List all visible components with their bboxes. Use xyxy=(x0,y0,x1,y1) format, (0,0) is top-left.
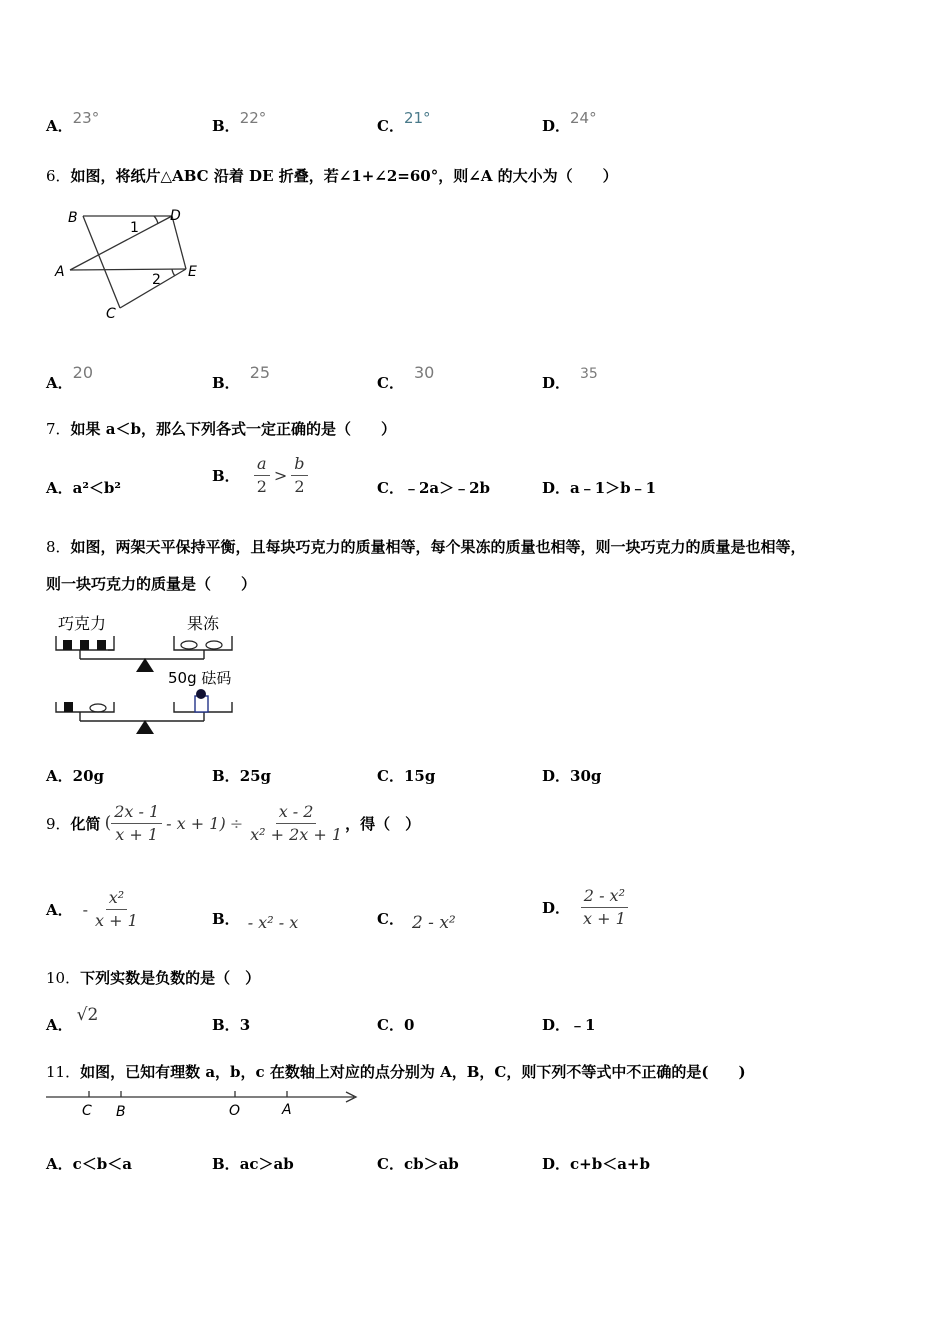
q6-label-e: E xyxy=(188,264,197,280)
q8-chocolate-1 xyxy=(63,640,72,650)
q6-label-angle-2: 2 xyxy=(152,272,161,288)
q8-jelly-2 xyxy=(206,641,222,649)
q8-jelly-3 xyxy=(90,704,106,712)
q10-option-c[interactable]: C．0 xyxy=(377,1016,415,1034)
q9-fraction-2: $\frac{x - 2}{\text{x² + 2x + 1}}$ xyxy=(250,801,343,844)
q8-fulcrum-top xyxy=(136,658,154,672)
q7-b-fraction-left: $\frac{a}{2}$ xyxy=(254,453,270,498)
q9-fraction-1: $\frac{2x - 1}{x + 1}$ xyxy=(111,801,162,846)
q6-label-angle-1: 1 xyxy=(130,220,139,236)
q6-option-d[interactable]: D． 35 xyxy=(542,366,598,392)
q10-stem: 10．下列实数是负数的是（ ） xyxy=(46,969,261,987)
q11-number-line xyxy=(44,1088,360,1122)
q11-stem: 11．如图，已知有理数 a，b，c 在数轴上对应的点分别为 A，B，C，则下列不等式中不正确的是( ) xyxy=(46,1063,746,1081)
q7-option-a[interactable]: A．a²＜b² xyxy=(46,479,121,497)
q7-option-d[interactable]: D．a﹣1＞b﹣1 xyxy=(542,479,657,497)
q7-option-c[interactable]: C．﹣2a＞﹣2b xyxy=(377,479,491,497)
q8-chocolate-3 xyxy=(97,640,106,650)
q6-option-c[interactable]: C．30 xyxy=(377,363,435,392)
q9-option-a[interactable]: A． - $\frac{\text{x²}}{x + 1}$ xyxy=(46,884,141,934)
q11-option-a[interactable]: A．c＜b＜a xyxy=(46,1155,132,1173)
q8-jelly-1 xyxy=(181,641,197,649)
q10-option-d[interactable]: D．﹣1 xyxy=(542,1016,596,1034)
q9-stem: 9． 化简 ( $\frac{2x - 1}{x + 1}$ - x + 1) ÷ $\frac{x - 2}{\text{x² + 2x + 1}}$ ，得（ ） xyxy=(46,801,421,844)
q11-option-d[interactable]: D．c+b＜a+b xyxy=(542,1155,650,1173)
q8-label-chocolate: 巧克力 xyxy=(58,614,107,633)
q8-option-a[interactable]: A．20g xyxy=(46,767,105,785)
q11-option-b[interactable]: B．ac＞ab xyxy=(212,1155,294,1173)
q9-option-b[interactable]: B． - x² - x xyxy=(212,910,299,932)
q8-stem-line2: 则一块巧克力的质量是（ ） xyxy=(46,575,257,593)
q8-figure-balance xyxy=(50,610,240,742)
q7-stem: 7．如果 a＜b，那么下列各式一定正确的是（ ） xyxy=(46,420,396,438)
q5-option-d[interactable]: D．24° xyxy=(542,109,597,135)
q6-stem: 6．如图，将纸片△ABC 沿着 DE 折叠，若∠1+∠2=60°，则∠A 的大小为（ ） xyxy=(46,167,618,185)
q9-a-fraction: $\frac{\text{x²}}{x + 1}$ xyxy=(95,887,138,930)
q6-label-a: A xyxy=(55,264,65,280)
q7-b-fraction-right: $\frac{b}{2}$ xyxy=(291,453,307,498)
q5-option-c[interactable]: C．21° xyxy=(377,109,431,135)
q8-chocolate-4 xyxy=(64,702,73,712)
q8-stem-line1: 8．如图，两架天平保持平衡，且每块巧克力的质量相等，每个果冻的质量也相等，则一块巧克力的质量是也相等， xyxy=(46,538,806,556)
q7-option-b[interactable]: B． $\frac{a}{2}$ > $\frac{b}{2}$ xyxy=(212,453,308,498)
q6-label-c: C xyxy=(106,306,116,322)
q8-label-jelly: 果冻 xyxy=(187,614,220,633)
q6-option-b[interactable]: B．25 xyxy=(212,363,271,392)
q8-label-weight: 50g 砝码 xyxy=(168,669,232,687)
q8-option-b[interactable]: B．25g xyxy=(212,767,272,785)
q11-label-b: B xyxy=(116,1104,126,1120)
q11-option-c[interactable]: C．cb＞ab xyxy=(377,1155,459,1173)
q5-option-b[interactable]: B．22° xyxy=(212,109,267,135)
q9-option-c[interactable]: C． 2 - x² xyxy=(377,910,456,933)
q6-label-d: D xyxy=(170,208,181,224)
q5-option-a[interactable]: A．23° xyxy=(46,109,100,135)
q10-option-b[interactable]: B．3 xyxy=(212,1016,251,1034)
q11-label-o: O xyxy=(229,1103,241,1119)
q8-fulcrum-bottom xyxy=(136,720,154,734)
q8-option-c[interactable]: C．15g xyxy=(377,767,436,785)
q6-label-b: B xyxy=(68,210,78,226)
q9-d-fraction: $\frac{\text{2 - x²}}{x + 1}$ xyxy=(580,885,629,930)
q11-label-a: A xyxy=(282,1102,292,1118)
q8-weight-knob xyxy=(196,689,206,699)
q6-option-a[interactable]: A．20 xyxy=(46,363,93,392)
q11-label-c: C xyxy=(82,1103,92,1119)
q8-option-d[interactable]: D．30g xyxy=(542,767,602,785)
q10-option-a[interactable]: A． √2 xyxy=(46,1005,99,1034)
q6-figure-fold-triangle xyxy=(50,203,210,323)
q8-chocolate-2 xyxy=(80,640,89,650)
q9-option-d[interactable]: D． $\frac{\text{2 - x²}}{x + 1}$ xyxy=(542,882,629,932)
